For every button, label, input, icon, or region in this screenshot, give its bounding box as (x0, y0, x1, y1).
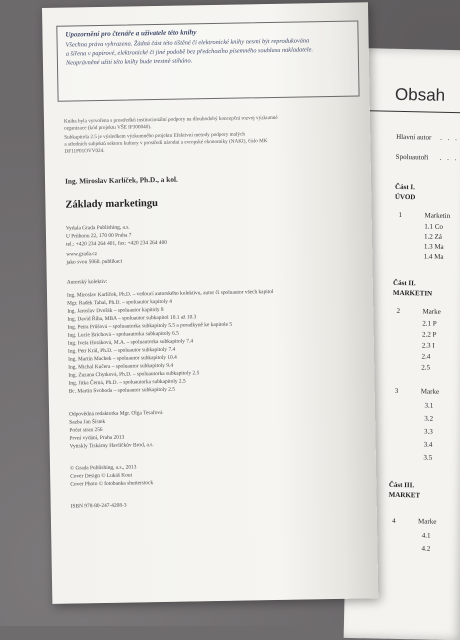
production-line: Počet stran 256 (69, 427, 103, 434)
copyright-line: © Grada Publishing, a.s., 2013 (69, 464, 137, 472)
toc-ch4-title: Marke (418, 517, 437, 526)
toc-ch1-sub: 1.2 Zá (423, 232, 443, 241)
toc-part2-label: Část II. (393, 278, 416, 288)
warning-line: Neoprávněné užití této knihy bude trestně stíháno. (65, 57, 193, 67)
toc-ch3-sub: 3.5 (423, 453, 433, 462)
production-line: První vydání, Praha 2013 (69, 434, 125, 442)
toc-part3-label: Část III. (388, 480, 415, 490)
copyright-line: Cover Design © Lukáš Kout (70, 472, 133, 480)
author-name: Ing. Miroslav Karlíček, Ph.D., a kol. (64, 174, 178, 186)
collective-member: Ing. Michal Kučera – spoluautor subkapitoly 9.4 (68, 362, 174, 371)
collective-member: Ing. Zuzana Chytková, Ph.D. – spoluautorka subkapitoly 2.5 (68, 370, 200, 379)
isbn: ISBN 978-80-247-4208-3 (70, 502, 127, 510)
toc-ch2-title: Marke (422, 307, 441, 316)
toc-ch2-sub: 2.2 P (421, 330, 437, 339)
collective-member: Ing. Petr Král, Ph.D. – spoluautor subkapitoly 7.4 (67, 346, 176, 355)
left-page-imprint (42, 2, 378, 604)
warning-line: Všechna práva vyhrazena. Žádná část této tištěné či elektronické knihy nesmí být reprodukována (65, 37, 310, 49)
toc-ch1-title: Marketin (424, 211, 451, 221)
toc-ch3-sub: 3.2 (424, 414, 434, 423)
copyright-line: Cover Photo © fotobanka shutterstock (70, 480, 154, 488)
collective-member: Ing. Jaroslav Dvořák – spoluautor kapitoly 8 (67, 306, 164, 315)
toc-ch2-sub: 2.5 (421, 363, 431, 372)
toc-main-author: Hlavní autor (396, 132, 432, 142)
toc-ch3-title: Marke (420, 387, 440, 396)
toc-part3-name: MARKET (388, 490, 421, 500)
toc-ch1-sub: 1.1 Co (424, 222, 444, 231)
contents-rule (355, 110, 460, 114)
production-line: Vytiskly Tiskárny Havlíčkův Brod, a.s. (69, 442, 154, 450)
toc-part1-label: Část I. (395, 182, 416, 192)
collective-member: Ing. Lucie Brichová – spoluautorka subkapitoly 6.5 (67, 330, 179, 339)
production-line: Odpovědná redaktorka Mgr. Olga Tesařová (69, 409, 163, 418)
toc-ch1-sub: 1.4 Ma (423, 252, 444, 261)
collective-member: Bc. Martin Svoboda – spoluautor subkapitoly 2.5 (68, 386, 176, 395)
production-line: Sazba Jan Šístek (69, 418, 106, 426)
toc-dots: . . . (440, 133, 459, 143)
toc-ch3-num: 3 (394, 386, 399, 395)
funding-note-line: Kniha byla vytvořena s prostředků institucionální podpory na dlouhodobý koncepční rozvoj výzkumné (63, 114, 278, 125)
publisher-line: jako svou 5060. publikaci (66, 258, 123, 266)
contents-title: Obsah (394, 84, 446, 105)
collective-member: Ing. Miroslav Karlíček, Ph.D. – vedoucí autorského kolektivu, autor či spoluautor všech kapitol (66, 289, 274, 299)
toc-ch3-sub: 3.1 (424, 401, 434, 410)
toc-ch1-num: 1 (398, 210, 403, 219)
toc-ch1-sub: 1.3 Ma (423, 242, 444, 251)
copyright-warning-box (56, 20, 359, 101)
toc-ch2-num: 2 (396, 306, 401, 315)
funding-note-line: organizace (kód projektu VŠE IP300040). (64, 124, 152, 132)
warning-title: Upozornění pro čtenáře a uživatele této knihy (65, 28, 197, 39)
collective-member: Ing. David Říha, MBA – spoluautor subkapitol 10.1 až 10.3 (67, 314, 197, 323)
toc-ch2-sub: 2.1 P (422, 319, 437, 328)
collective-member: Ing. Iveta Horáková, M.A. – spoluautorka subkapitoly 7.4 (67, 338, 194, 347)
publisher-line: U Průhonu 22, 170 00 Praha 7 (65, 232, 132, 240)
collective-member: Ing. Martin Machek – spoluautor subkapitoly 10.4 (68, 354, 177, 363)
publisher-line: www.grada.cz (66, 251, 98, 258)
toc-ch4-sub: 4.1 (421, 531, 431, 540)
collective-heading: Autorský kolektiv: (66, 278, 108, 286)
toc-ch2-sub: 2.4 (421, 352, 431, 361)
collective-member: Mgr. Radek Tahal, Ph.D. – spoluautor kapitoly 4 (67, 298, 172, 307)
toc-ch4-num: 4 (392, 516, 396, 525)
publisher-line: tel.: +420 234 264 401, fax: +420 234 264 400 (66, 239, 168, 248)
publisher-line: Vydala Grada Publishing, a.s. (65, 224, 130, 232)
book-title: Základy marketingu (65, 198, 159, 211)
funding-note-line: DF11P01OVV024. (64, 147, 105, 155)
toc-ch4-sub: 4.2 (421, 544, 431, 553)
toc-ch3-sub: 3.4 (423, 440, 433, 449)
toc-coauthors: Spoluautoři (395, 152, 429, 162)
toc-ch3-sub: 3.3 (423, 427, 433, 436)
collective-member: Ing. Jitka Černá, Ph.D. – spoluautorka subkapitoly 2.5 (68, 378, 186, 387)
collective-member: Ing. Petra Průšová – spoluautorka subkapitoly 5.5 a poradkyně ke kapitole 5 (67, 321, 233, 331)
toc-part1-name: ÚVOD (394, 192, 416, 202)
toc-ch2-sub: 2.3 I (421, 341, 435, 350)
toc-part2-name: MARKETIN (392, 288, 433, 298)
toc-dots: . . . (439, 153, 459, 163)
funding-note-line: a středních subjektů sektoru kultury v prostředí národní a evropské ekonomiky (NAKI), číslo MK (64, 138, 268, 148)
funding-note-line: Subkapitola 2.5 je výsledkem výzkumného projektu Efektivní metody podpory malých (64, 131, 245, 141)
warning-line: a šířena v papírové, elektronické či jiné podobě bez předchozího písemného souhlasu nakladatele. (65, 46, 313, 58)
